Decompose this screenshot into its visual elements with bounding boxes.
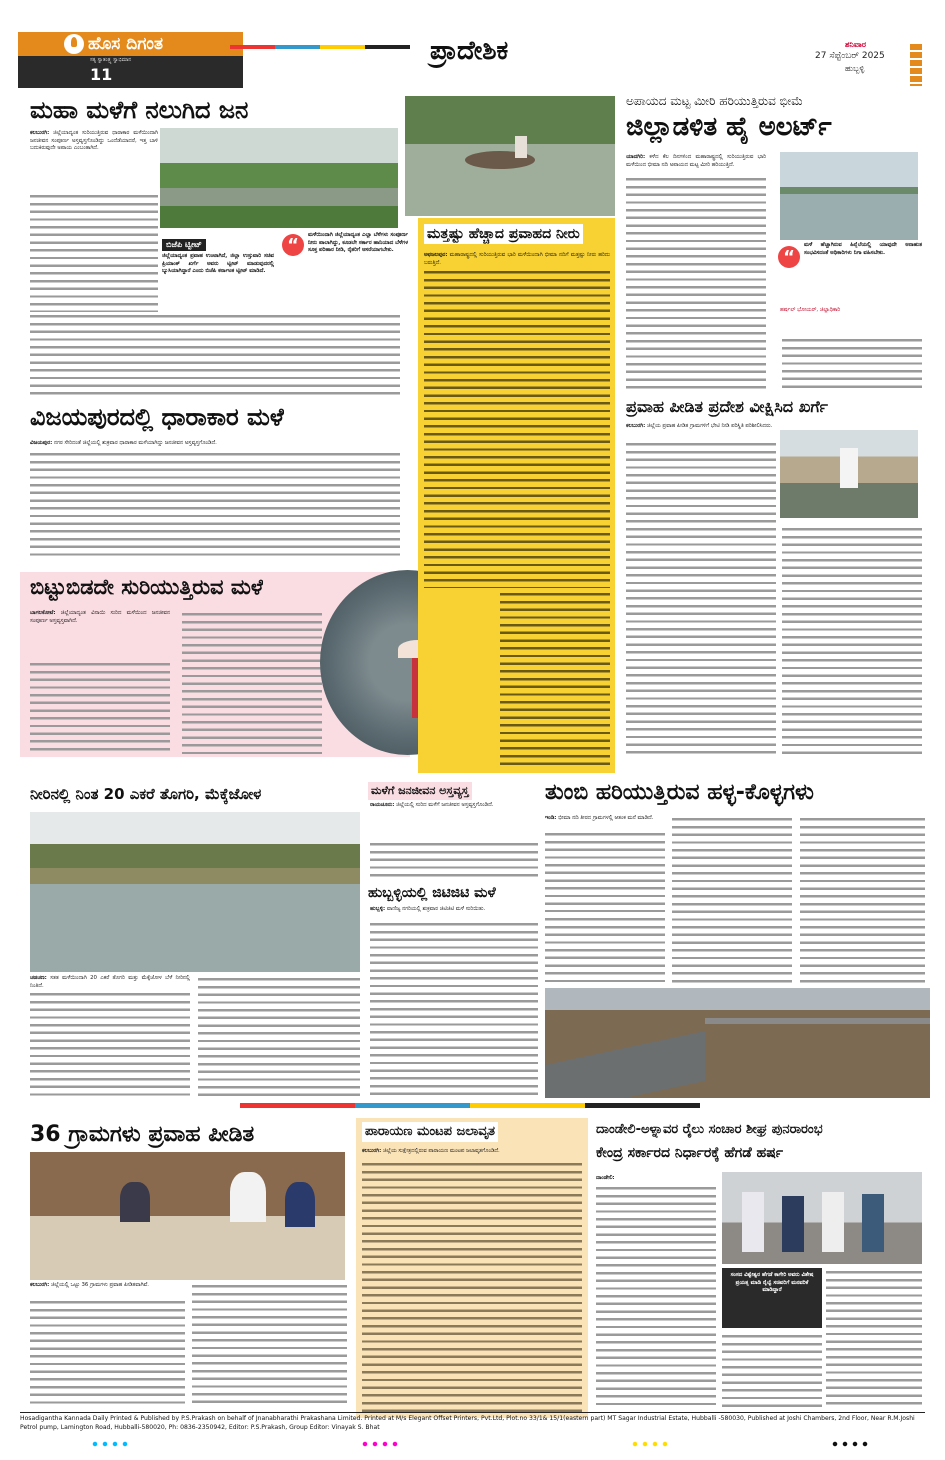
issue-day: ಶನಿವಾರ — [845, 40, 867, 49]
quote-icon: “ — [282, 234, 304, 256]
meeting-photo — [30, 1152, 345, 1280]
dateline: ಕಲಬುರಗಿ: — [362, 1148, 382, 1154]
article-bagalkote: ಬಿಟ್ಟುಬಿಡದೇ ಸುರಿಯುತ್ತಿರುವ ಮಳೆ ಬಾಗಲಕೋಟೆ: ಜಿಲ್ಲೆಯಾದ್ಯಂತ ವಿನಾಯಿ ಸುರಿದ ಮಳೆಯಿಂದ ಜನಜೀವನ ಸಂಪೂರ್ಣ ಅಸ್ತವ್ಯಸ್ತವಾಗಿದೆ. — [20, 572, 410, 757]
registration-marks — [90, 1440, 870, 1450]
article-raichur: ಮಳೆಗೆ ಜನಜೀವನ ಅಸ್ತವ್ಯಸ್ತ ರಾಯಚೂರು: ಜಿಲ್ಲೆಯಲ್ಲಿ ಸುರಿದ ಮಳೆಗೆ ಜನಜೀವನ ಅಸ್ತವ್ಯಸ್ತಗೊಂಡಿದೆ. — [370, 784, 494, 808]
bridge-flood-photo — [545, 988, 930, 1098]
logo-block — [18, 32, 243, 88]
dateline: ಚಡಚಣ: — [30, 975, 47, 981]
article-kharge-visit: ಪ್ರವಾಹ ಪೀಡಿತ ಪ್ರದೇಶ ವೀಕ್ಷಿಸಿದ ಖರ್ಗೆ ಕಲಬುರಗಿ: ಜಿಲ್ಲೆಯ ಪ್ರವಾಹ ಪೀಡಿತ ಗ್ರಾಮಗಳಿಗೆ ಭೇಟಿ ನೀಡಿ ಪರಿಸ್ಥಿತಿ ಪರಿಶೀಲಿಸಿದರು. — [626, 397, 828, 429]
flood-field-photo — [160, 128, 398, 228]
headline: ಮಹಾ ಮಳೆಗೆ ನಲುಗಿದ ಜನ — [30, 96, 249, 124]
dateline: ವಿಜಯಪುರ: — [30, 440, 53, 446]
headline: ಪ್ರವಾಹ ಪೀಡಿತ ಪ್ರದೇಶ ವೀಕ್ಷಿಸಿದ ಖರ್ಗೆ — [626, 397, 828, 416]
headline: 36 ಗ್ರಾಮಗಳು ಪ್ರವಾಹ ಪೀಡಿತ — [30, 1122, 255, 1147]
headline: ಮತ್ತಷ್ಟು ಹೆಚ್ಚಾದ ಪ್ರವಾಹದ ನೀರು — [424, 224, 583, 244]
mp-group-photo — [722, 1172, 922, 1264]
headline: ಮಳೆಗೆ ಜನಜೀವನ ಅಸ್ತವ್ಯಸ್ತ — [368, 782, 472, 800]
article-vijayapura: ವಿಜಯಪುರದಲ್ಲಿ ಧಾರಾಕಾರ ಮಳೆ ವಿಜಯಪುರ: ನಗರ ಸೇರಿದಂತೆ ಜಿಲ್ಲೆಯಲ್ಲಿ ಶುಕ್ರವಾರ ಧಾರಾಕಾರ ಮಳೆಯಾಗಿದ್ದು ಜನಜೀವನ ಅಸ್ತವ್ಯಸ್ತಗೊಂಡಿದೆ. — [30, 403, 284, 446]
headline: ಪಾರಾಯಣ ಮಂಟಪ ಜಲಾವೃತ — [362, 1122, 498, 1142]
bjp-tweet-box: ಬಿಜೆಪಿ ಟ್ವೀಟ್ ಜಿಲ್ಲೆಯಾದ್ಯಂತ ಪ್ರವಾಹ ಉಂಟಾಗಿದೆ, ಜಿಲ್ಲಾ ಉಸ್ತುವಾರಿ ಸಚಿವ ಪ್ರಿಯಾಂಕ್ ಖರ್ಗೆ ಅವರು ಟ್ವೀಟ್ ಮಾಡುವುದರಲ್ಲಿ ಬ್ಯುಸಿಯಾಗಿದ್ದಾರೆ ಎಂದು ಬಿಜೆಪಿ ಕರ್ನಾಟಕ ಟ್ವೀಟ್ ಮಾಡಿದೆ. — [162, 240, 274, 275]
headline: ನೀರಿನಲ್ಲಿ ನಿಂತ 20 ಎಕರೆ ತೊಗರಿ, ಮೆಕ್ಕೆಜೋಳ — [30, 785, 262, 803]
quote-box-dc: “ ಮಳೆ ಹೆಚ್ಚಾಗಿರುವ ಹಿನ್ನೆಲೆಯಲ್ಲಿ ಯಾವುದೇ ಅನಾಹುತ ಸಂಭವಿಸದಂತೆ ಅಧಿಕಾರಿಗಳು ನಿಗಾ ವಹಿಸಬೇಕು. ಹರ್ಷಲ್ ಭೋಯರ್, ಜಿಲ್ಲಾಧಿಕಾರಿ — [780, 242, 922, 313]
article-hubballi-rain: ಹುಬ್ಬಳ್ಳಿಯಲ್ಲಿ ಜಿಟಿಜಿಟಿ ಮಳೆ ಹುಬ್ಬಳ್ಳಿ: ವಾಣಿಜ್ಯ ನಗರಿಯಲ್ಲಿ ಶುಕ್ರವಾರ ಜಿಟಿಜಿಟಿ ಮಳೆ ಸುರಿಯಿತು. — [368, 882, 540, 922]
headline-line1: ದಾಂಡೇಲಿ-ಅಳ್ನಾವರ ರೈಲು ಸಂಚಾರ ಶೀಘ್ರ ಪುನರಾರಂಭ — [596, 1122, 823, 1137]
headline: ತುಂಬಿ ಹರಿಯುತ್ತಿರುವ ಹಳ್ಳ-ಕೊಳ್ಳಗಳು — [545, 780, 814, 805]
quote-icon: “ — [778, 246, 800, 268]
flood-boat-photo — [405, 96, 615, 216]
article-flood-water: ಮತ್ತಷ್ಟು ಹೆಚ್ಚಾದ ಪ್ರವಾಹದ ನೀರು ಅಫಜಲಪುರ: ಮಹಾರಾಷ್ಟ್ರದಲ್ಲಿ ಸುರಿಯುತ್ತಿರುವ ಭಾರಿ ಮಳೆಯಿಂದಾಗಿ ಭೀಮಾ ನದಿಗೆ ಮತ್ತಷ್ಟು ನೀರು ಹರಿದು ಬರುತ್ತಿದೆ. — [418, 218, 615, 773]
section-title: ಪ್ರಾದೇಶಿಕ — [430, 36, 509, 66]
dateline: ಕಲಬುರಗಿ: — [30, 130, 50, 136]
dateline: ರಾಯಚೂರು: — [370, 802, 395, 808]
color-divider — [240, 1103, 700, 1108]
logo-text: ಹೊಸ ದಿಗಂತ — [88, 34, 163, 54]
page-number: 11 — [90, 65, 113, 84]
imprint-footer: Hosadigantha Kannada Daily Printed & Published by P.S.Prakash on behalf of Jnanabharathi Prakashana Limited. Printed at M/s Elegant Offset Printers, Pvt.Ltd, Plot.no 33/1& 15/1(eastern part) MT Sagar Industrial Estate, Hubballi -580030, Published at Joshi Chambers, 2nd Floor, Near R.M.Joshi Petrol pump, Lamington Road, Hubballi-580020, Ph: 0836-2350942, Editor: P.S.Prakash, Group Editor: Vinayak S. Bhat — [20, 1415, 915, 1431]
dateline: ದಾಂಡೇಲಿ: — [596, 1175, 615, 1181]
dateline: ಕಲಬುರಗಿ: — [626, 423, 646, 429]
headline: ಹುಬ್ಬಳ್ಳಿಯಲ್ಲಿ ಜಿಟಿಜಿಟಿ ಮಳೆ — [368, 885, 496, 901]
headline: ವಿಜಯಪುರದಲ್ಲಿ ಧಾರಾಕಾರ ಮಳೆ — [30, 403, 284, 431]
headline: ಬಿಟ್ಟುಬಿಡದೇ ಸುರಿಯುತ್ತಿರುವ ಮಳೆ — [30, 575, 264, 599]
dateline: ಹುಬ್ಬಳ್ಳಿ: — [370, 906, 386, 912]
logo-tagline: ಸತ್ಯ ಸ್ವಾತಂತ್ರ್ಯ ಸ್ವಾಭಿಮಾನ — [90, 57, 132, 63]
lead-text: ಜಿಲ್ಲೆಯಾದ್ಯಂತ ಸುರಿಯುತ್ತಿರುವ ಧಾರಾಕಾರ ಮಳೆಯಿಂದಾಗಿ ಜನಜೀವನ ಸಂಪೂರ್ಣ ಅಸ್ತವ್ಯಸ್ತಗೊಂಡಿದ್ದು ಒಂದೆಡೆಯಾದರೆ, ಇತ್ತ ಬಾಳಿ ಬದುಕಿರುವುದೇ ಅಪಾಯ ಎಂಬಂತಾಗಿದೆ. — [30, 130, 158, 152]
mp-info-box: ಸಂಸದ ವಿಶ್ವೇಶ್ವರ ಹೆಗಡೆ ಕಾಗೇರಿ ಅವರು ವಿಶೇಷ ಪ್ರಯತ್ನ ಮಾಡಿ ರೈಲ್ವೆ ಸಚಿವರಿಗೆ ಮನವರಿಕೆ ಮಾಡಿದ್ದಾರೆ — [722, 1268, 822, 1328]
article-parayana-mantapa: ಪಾರಾಯಣ ಮಂಟಪ ಜಲಾವೃತ ಕಲಬುರಗಿ: ಜಿಲ್ಲೆಯ ಸುಕ್ಷೇತ್ರದಲ್ಲಿರುವ ಪಾರಾಯಣ ಮಂಟಪ ಜಲಾವೃತಗೊಂಡಿದೆ. — [356, 1118, 588, 1418]
kicker: ಅಪಾಯದ ಮಟ್ಟ ಮೀರಿ ಹರಿಯುತ್ತಿರುವ ಭೀಮೆ — [626, 94, 804, 108]
issue-city: ಹುಬ್ಬಳ್ಳಿ — [845, 64, 865, 73]
article-dandeli-rail — [592, 1118, 930, 1178]
quote-box-farmers: “ ಮಳೆಯಿಂದಾಗಿ ಜಿಲ್ಲೆಯಾದ್ಯಂತ ಎಲ್ಲಾ ಬೆಳೆಗಳು ಸಂಪೂರ್ಣ ನೀರು ಪಾಲಾಗಿದ್ದು, ಕೂಡಲೇ ಸರ್ಕಾರ ಹಾನಿಯಾದ ಬೆಳೆಗಳ ಸೂಕ್ತ ಪರಿಹಾರ ನೀಡಿ, ರೈತರಿಗೆ ಆಸರೆಯಾಗಬೇಕು. — [282, 232, 408, 337]
headline: ಜಿಲ್ಲಾಡಳಿತ ಹೈ ಅಲರ್ಟ್ — [626, 112, 832, 142]
kharge-inspection-photo — [780, 430, 918, 518]
bhima-river-photo — [780, 152, 918, 240]
lamp-icon — [64, 34, 84, 54]
crop-field-photo — [30, 812, 360, 972]
dateline: ಇಂಡಿ: — [545, 815, 557, 821]
masthead — [0, 0, 945, 92]
dateline: ಬಾಗಲಕೋಟೆ: — [30, 610, 56, 616]
article-streams-overflow — [545, 778, 930, 818]
headline-line2: ಕೇಂದ್ರ ಸರ್ಕಾರದ ನಿರ್ಧಾರಕ್ಕೆ ಹೆಗಡೆ ಹರ್ಷ — [596, 1145, 784, 1161]
article-high-alert: ಅಪಾಯದ ಮಟ್ಟ ಮೀರಿ ಹರಿಯುತ್ತಿರುವ ಭೀಮೆ ಜಿಲ್ಲಾಡಳಿತ ಹೈ ಅಲರ್ಟ್ ಯಾದಗಿರಿ: ಕಳೆದ ಕೆಲ ದಿನಗಳಿಂದ ಮಹಾರಾಷ್ಟ್ರದಲ್ಲಿ ಸುರಿಯುತ್ತಿರುವ ಭಾರಿ ಮಳೆಯಿಂದ ಭೀಮಾ ನದಿ ಅಪಾಯದ ಮಟ್ಟ ಮೀರಿ ಹರಿಯುತ್ತಿದೆ. — [626, 94, 832, 168]
dateline: ಕಲಬುರಗಿ: — [30, 1282, 50, 1288]
tweet-title: ಬಿಜೆಪಿ ಟ್ವೀಟ್ — [162, 239, 206, 251]
dateline: ಯಾದಗಿರಿ: — [626, 154, 646, 160]
dateline: ಅಫಜಲಪುರ: — [424, 252, 448, 258]
issue-date: 27 ಸೆಪ್ಟೆಂಬರ್ 2025 — [815, 51, 885, 61]
